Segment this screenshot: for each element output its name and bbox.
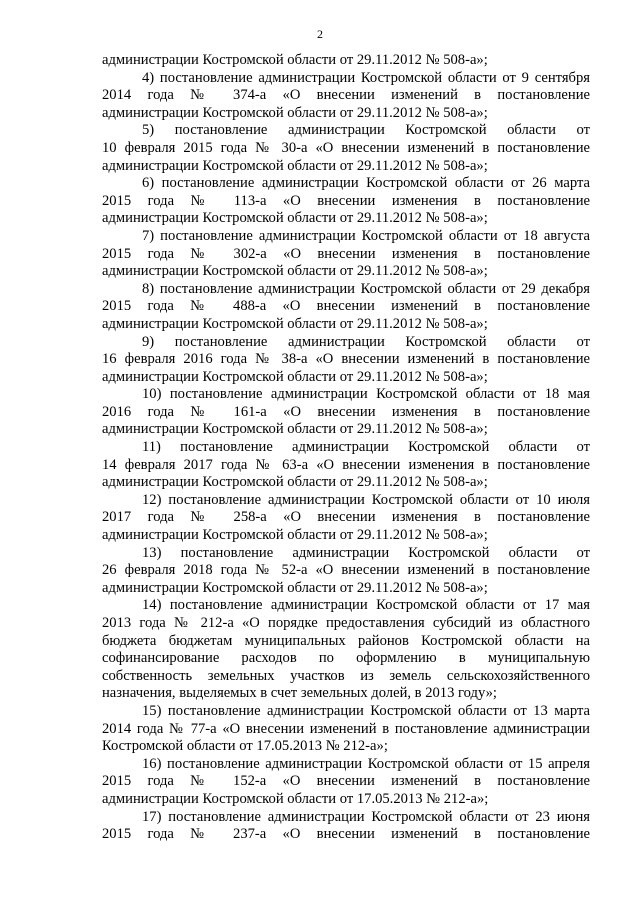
text-line: 10) постановление администрации Костромской области от 18 мая bbox=[142, 386, 590, 403]
text-line: 14 февраля 2017 года № 63-а «О внесении изменения в постановление bbox=[102, 456, 590, 473]
text-line: администрации Костромской области от 29.11.2012 № 508-а»; bbox=[102, 368, 488, 385]
text-line: администрации Костромской области от 29.11.2012 № 508-а»; bbox=[102, 157, 488, 174]
text-line: 2015 года № 237-а «О внесении изменений в постановление bbox=[102, 826, 590, 843]
text-line: 2015 года № 113-а «О внесении изменения в постановление bbox=[102, 192, 590, 209]
text-line: администрации Костромской области от 29.11.2012 № 508-а»; bbox=[102, 315, 488, 332]
text-line: софинансирование расходов по оформлению в муниципальную bbox=[102, 650, 590, 667]
text-line: назначения, выделяемых в счет земельных долей, в 2013 году»; bbox=[102, 685, 497, 702]
text-line: 7) постановление администрации Костромской области от 18 августа bbox=[142, 227, 590, 244]
text-line: администрации Костромской области от 17.05.2013 № 212-а»; bbox=[102, 790, 489, 807]
text-line: 2017 года № 258-а «О внесении изменения в постановление bbox=[102, 509, 590, 526]
text-line: администрации Костромской области от 29.11.2012 № 508-а»; bbox=[102, 52, 488, 68]
text-line: администрации Костромской области от 29.11.2012 № 508-а»; bbox=[102, 210, 488, 227]
text-line: 2015 года № 488-а «О внесении изменений в постановление bbox=[102, 298, 590, 315]
text-line: 6) постановление администрации Костромской области от 26 марта bbox=[142, 175, 590, 192]
page-number: 2 bbox=[317, 27, 323, 41]
text-line: 4) постановление администрации Костромской области от 9 сентября bbox=[142, 69, 590, 86]
text-line: 2014 года № 77-а «О внесении изменений в постановление администрации bbox=[102, 720, 590, 737]
text-line: администрации Костромской области от 29.11.2012 № 508-а»; bbox=[102, 474, 488, 491]
text-line: 13) постановление администрации Костромской области от bbox=[142, 544, 590, 561]
text-line: 17) постановление администрации Костромской области от 23 июня bbox=[142, 808, 590, 825]
text-line: администрации Костромской области от 29.11.2012 № 508-а»; bbox=[102, 104, 488, 121]
text-line: 2015 года № 152-а «О внесении изменений в постановление bbox=[102, 773, 590, 790]
text-line: 2014 года № 374-а «О внесении изменений в постановление bbox=[102, 87, 590, 104]
text-line: 2013 года № 212-а «О порядке предоставления субсидий из областного bbox=[102, 615, 590, 631]
text-line: 2016 года № 161-а «О внесении изменения в постановление bbox=[102, 403, 590, 420]
text-line: администрации Костромской области от 29.11.2012 № 508-а»; bbox=[102, 527, 488, 544]
text-line: собственность земельных участков из земель сельскохозяйственного bbox=[102, 667, 590, 684]
text-line: 2015 года № 302-а «О внесении изменения в постановление bbox=[102, 245, 590, 262]
text-line: бюджета бюджетам муниципальных районов Костромской области на bbox=[102, 632, 590, 649]
document-body bbox=[102, 52, 590, 844]
text-line: 16 февраля 2016 года № 38-а «О внесении изменений в постановление bbox=[102, 351, 590, 368]
text-line: 9) постановление администрации Костромской области от bbox=[142, 333, 590, 350]
text-line: 10 февраля 2015 года № 30-а «О внесении изменений в постановление bbox=[102, 139, 590, 156]
text-line: 14) постановление администрации Костромской области от 17 мая bbox=[142, 597, 590, 614]
text-line: 11) постановление администрации Костромской области от bbox=[142, 439, 590, 456]
text-line: 16) постановление администрации Костромской области от 15 апреля bbox=[142, 755, 590, 772]
text-line: администрации Костромской области от 29.11.2012 № 508-а»; bbox=[102, 421, 488, 438]
text-line: 15) постановление администрации Костромской области от 13 марта bbox=[142, 702, 590, 719]
text-line: администрации Костромской области от 29.11.2012 № 508-а»; bbox=[102, 263, 488, 280]
text-line: 12) постановление администрации Костромской области от 10 июля bbox=[142, 491, 590, 508]
text-line: 5) постановление администрации Костромской области от bbox=[142, 122, 590, 139]
text-line: Костромской области от 17.05.2013 № 212-а»; bbox=[102, 738, 388, 755]
text-line: администрации Костромской области от 29.11.2012 № 508-а»; bbox=[102, 579, 488, 596]
text-line: 8) постановление администрации Костромской области от 29 декабря bbox=[142, 280, 590, 297]
text-line: 26 февраля 2018 года № 52-а «О внесении изменений в постановление bbox=[102, 562, 590, 579]
